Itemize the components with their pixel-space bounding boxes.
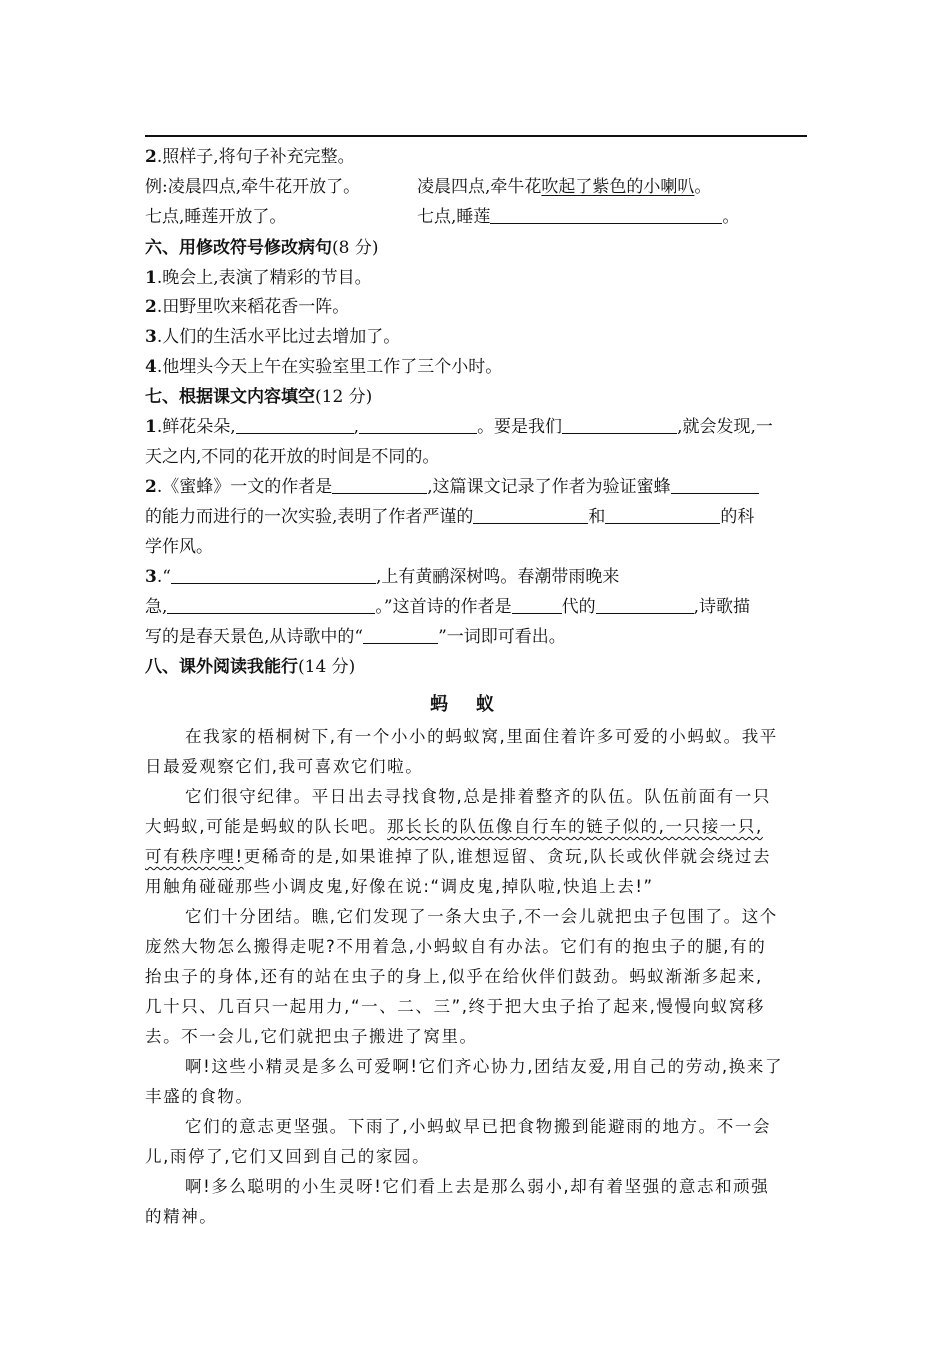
section-7-q2-line2: 的能力而进行的一次实验,表明了作者严谨的 和 的科 bbox=[145, 507, 755, 527]
section-7-q2-line1: 2.《蜜蜂》一文的作者是 ,这篇课文记录了作者为验证蜜蜂 bbox=[145, 477, 759, 497]
passage-line: 的精神。 bbox=[145, 1207, 218, 1226]
q2-task-row bbox=[145, 207, 807, 227]
answer-blank[interactable] bbox=[562, 417, 677, 434]
wavy-underlined-sentence: 那长长的队伍像自行车的链子似的,一只接一只, bbox=[387, 817, 763, 836]
passage-line: 它们十分团结。瞧,它们发现了一条大虫子,不一会儿就把虫子包围了。这个 bbox=[185, 907, 778, 926]
answer-blank[interactable] bbox=[171, 567, 376, 584]
example-underlined-phrase: 吹起了紫色的小喇叭 bbox=[541, 177, 695, 197]
passage-line: 在我家的梧桐树下,有一个小小的蚂蚁窝,里面住着许多可爱的小蚂蚁。我平 bbox=[185, 727, 778, 746]
answer-blank[interactable] bbox=[671, 477, 759, 494]
passage-line: 啊!多么聪明的小生灵呀!它们看上去是那么弱小,却有着坚强的意志和顽强 bbox=[185, 1177, 770, 1196]
passage-line: 儿,雨停了,它们又回到自己的家园。 bbox=[145, 1147, 431, 1166]
passage-line: 几十只、几百只一起用力,“一、二、三”,终于把大虫子抬了起来,慢慢向蚁窝移 bbox=[145, 997, 766, 1016]
section-7-q3-line3: 写的是春天景色,从诗歌中的“ ”一词即可看出。 bbox=[145, 627, 566, 647]
example-right: 凌晨四点,牵牛花吹起了紫色的小喇叭。 bbox=[417, 177, 712, 197]
example-left: 例:凌晨四点,牵牛花开放了。 bbox=[145, 177, 361, 197]
passage-line: 丰盛的食物。 bbox=[145, 1087, 254, 1106]
passage-line: 庞然大物怎么搬得走呢?不用着急,小蚂蚁自有办法。它们有的抱虫子的腿,有的 bbox=[145, 937, 767, 956]
section-7-q2-line3: 学作风。 bbox=[145, 537, 213, 557]
section-7-q3-line2: 急, 。”这首诗的作者是 代的 ,诗歌描 bbox=[145, 597, 751, 617]
passage-line: 它们很守纪律。平日出去寻找食物,总是排着整齐的队伍。队伍前面有一只 bbox=[185, 787, 772, 806]
passage-line: 用触角碰碰那些小调皮鬼,好像在说:“调皮鬼,掉队啦,快追上去!” bbox=[145, 877, 654, 896]
section-6-item: 2.田野里吹来稻花香一阵。 bbox=[145, 297, 350, 317]
top-rule bbox=[145, 135, 807, 137]
section-6-item: 1.晚会上,表演了精彩的节目。 bbox=[145, 268, 372, 288]
answer-blank[interactable] bbox=[332, 477, 427, 494]
q2-example-row bbox=[145, 177, 807, 197]
task-right: 七点,睡莲 。 bbox=[417, 207, 740, 227]
passage-line: 啊!这些小精灵是多么可爱啊!它们齐心协力,团结友爱,用自己的劳动,换来了 bbox=[185, 1057, 784, 1076]
answer-blank[interactable] bbox=[359, 417, 477, 434]
passage-line: 抬虫子的身体,还有的站在虫子的身上,似乎在给伙伴们鼓劲。蚂蚁渐渐多起来, bbox=[145, 967, 763, 986]
answer-blank[interactable] bbox=[167, 597, 375, 614]
section-6-item: 3.人们的生活水平比过去增加了。 bbox=[145, 327, 401, 347]
answer-blank[interactable] bbox=[236, 417, 354, 434]
section-7-q3-line1: 3.“ ,上有黄鹂深树鸣。春潮带雨晚来 bbox=[145, 567, 620, 587]
answer-blank[interactable] bbox=[473, 507, 588, 524]
answer-blank[interactable] bbox=[605, 507, 720, 524]
q2-heading: 2.照样子,将句子补充完整。 bbox=[145, 147, 355, 167]
section-7-q1-line1: 1.鲜花朵朵, , 。要是我们 ,就会发现,一 bbox=[145, 417, 773, 437]
section-7-heading: 七、根据课文内容填空(12 分) bbox=[145, 387, 373, 407]
task-left: 七点,睡莲开放了。 bbox=[145, 207, 287, 227]
passage-line: 大蚂蚁,可能是蚂蚁的队长吧。那长长的队伍像自行车的链子似的,一只接一只, bbox=[145, 817, 763, 836]
section-8-heading: 八、课外阅读我能行(14 分) bbox=[145, 657, 356, 677]
passage-title: 蚂蚁 bbox=[430, 694, 522, 715]
answer-blank[interactable] bbox=[490, 207, 722, 224]
wavy-underlined-sentence: 可有秩序哩! bbox=[145, 847, 244, 866]
passage-line: 可有秩序哩!更稀奇的是,如果谁掉了队,谁想逗留、贪玩,队长或伙伴就会绕过去 bbox=[145, 847, 772, 866]
passage-line: 它们的意志更坚强。下雨了,小蚂蚁早已把食物搬到能避雨的地方。不一会 bbox=[185, 1117, 772, 1136]
passage-line: 日最爱观察它们,我可喜欢它们啦。 bbox=[145, 757, 424, 776]
section-6-heading: 六、用修改符号修改病句(8 分) bbox=[145, 238, 379, 258]
answer-blank[interactable] bbox=[363, 627, 438, 644]
answer-blank[interactable] bbox=[512, 597, 562, 614]
answer-blank[interactable] bbox=[596, 597, 694, 614]
section-7-q1-line2: 天之内,不同的花开放的时间是不同的。 bbox=[145, 447, 440, 467]
passage-line: 去。不一会儿,它们就把虫子搬进了窝里。 bbox=[145, 1027, 478, 1046]
section-6-item: 4.他埋头今天上午在实验室里工作了三个小时。 bbox=[145, 357, 503, 377]
